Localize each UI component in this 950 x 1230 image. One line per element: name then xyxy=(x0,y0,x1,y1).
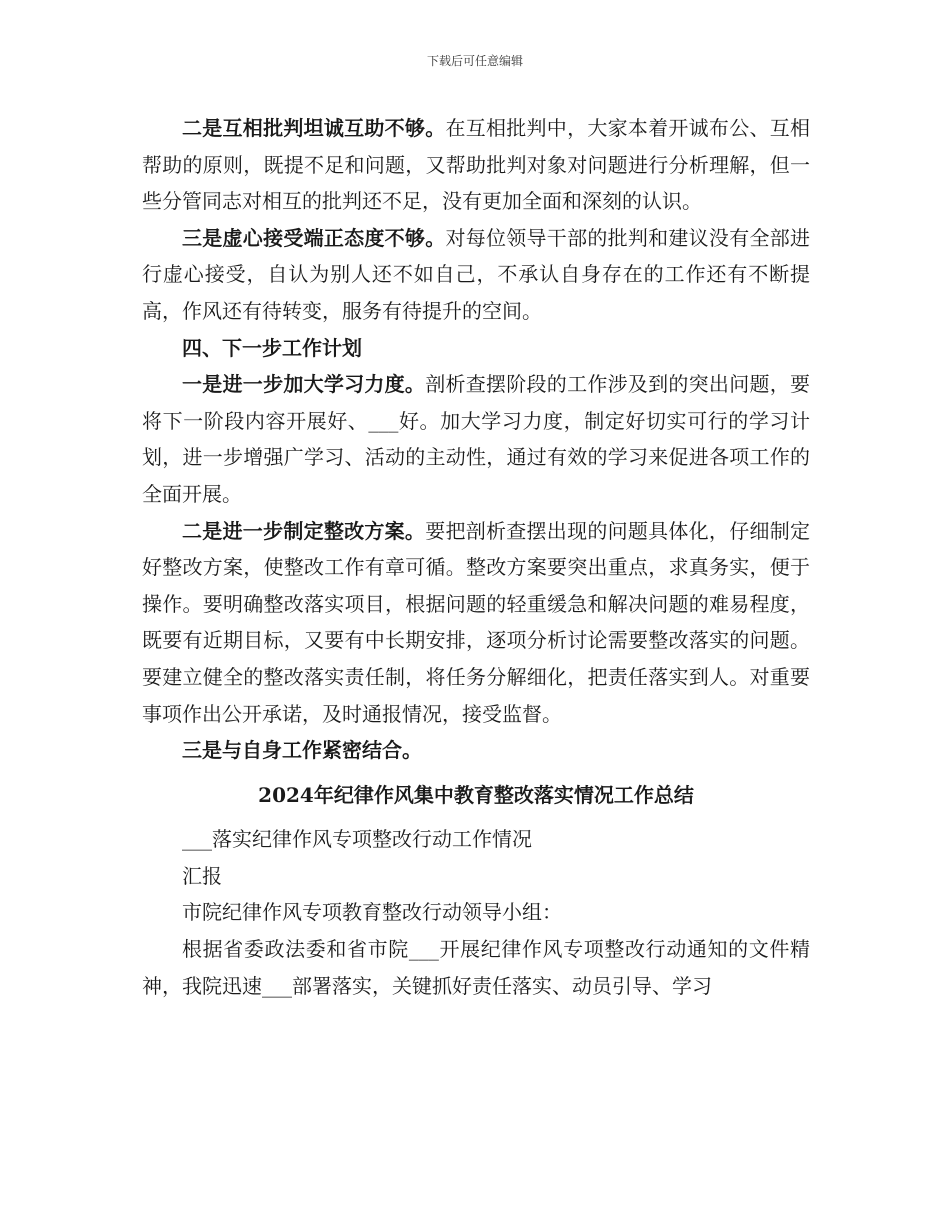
paragraph xyxy=(142,366,810,512)
paragraph-lead: 一是进一步加大学习力度。 xyxy=(182,372,426,397)
paragraph-lead: 二是进一步制定整改方案。 xyxy=(182,518,426,543)
closing-line: ___落实纪律作风专项整改行动工作情况 xyxy=(182,827,532,852)
paragraph xyxy=(142,732,810,769)
paragraph-body: 剖析查摆阶段的工作涉及到的突出问题，要将下一阶段内容开展好、___好。加大学习力度，制定好切实可行的学习计划，进一步增强广学习、活动的主动性，通过有效的学习来促进各项工作的全面开展。 xyxy=(142,372,811,506)
closing-line: 市院纪律作风专项教育整改行动领导小组： xyxy=(182,900,562,925)
paragraph-lead: 三是与自身工作紧密结合。 xyxy=(182,738,422,763)
document-body xyxy=(142,110,810,1004)
paragraph xyxy=(142,110,810,220)
paragraph-lead: 三是虚心接受端正态度不够。 xyxy=(182,225,446,250)
closing-paragraph: 根据省委政法委和省市院___开展纪律作风专项整改行动通知的文件精神，我院迅速___部署落实，关键抓好责任落实、动员引导、学习 xyxy=(142,937,810,998)
paragraph-body: 对每位领导干部的批判和建议没有全部进行虚心接受，自认为别人还不如自己，不承认自身存在的工作还有不断提高，作风还有待转变，服务有待提升的空间。 xyxy=(142,225,811,323)
document-title: 2024年纪律作风集中教育整改落实情况工作总结 xyxy=(258,782,694,807)
closing-line: 汇报 xyxy=(182,863,222,888)
paragraph-lead: 二是互相批判坦诚互助不够。 xyxy=(182,116,446,140)
paragraph-body: 要把剖析查摆出现的问题具体化，仔细制定好整改方案，使整改工作有章可循。整改方案要突出重点，求真务实，便于操作。要明确整改落实项目，根据问题的轻重缓急和解决问题的难易程度，既要有近期目标，又要有中长期安排，逐项分析讨论需要整改落实的问题。要建立健全的整改落实责任制，将任务分解细化，把责任落实到人。对重要事项作出公开承诺，及时通报情况，接受监督。 xyxy=(142,518,811,726)
paragraph-body: 在互相批判中，大家本着开诚布公、互相帮助的原则，既提不足和问题，又帮助批判对象对问题进行分析理解，但一些分管同志对相互的批判还不足，没有更加全面和深刻的认识。 xyxy=(142,116,811,214)
paragraph xyxy=(142,513,810,733)
page-header: 下载后可任意编辑 xyxy=(426,54,523,68)
section-heading: 四、下一步工作计划 xyxy=(182,335,362,360)
paragraph xyxy=(142,220,810,330)
